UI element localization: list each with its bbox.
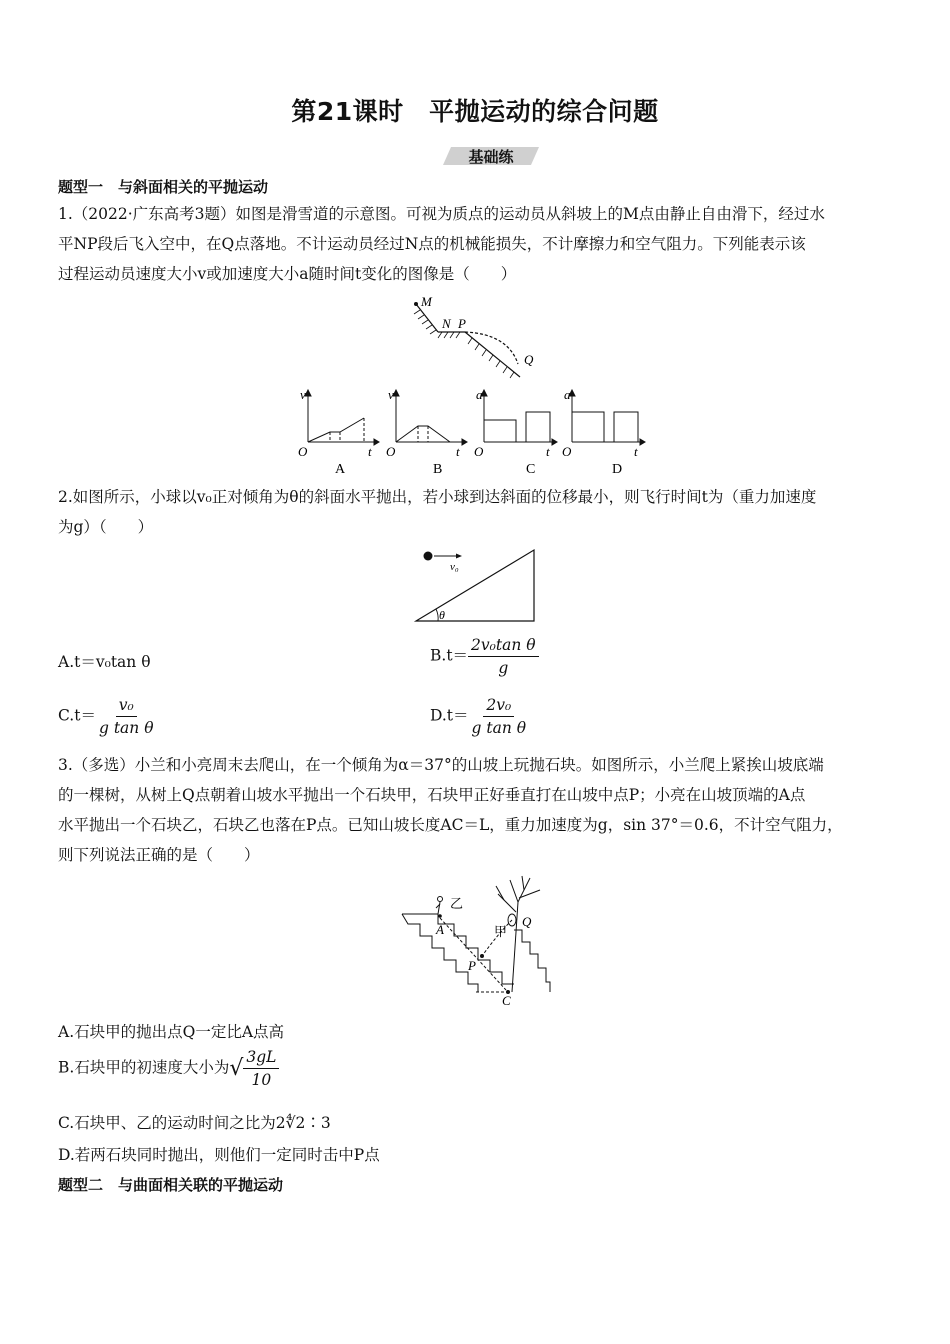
q2-option-b-prefix: B.t＝ [430,646,469,665]
q2-option-c-den: g tan θ [98,719,154,737]
q3-option-c: C.石块甲、乙的运动时间之比为2∜2∶3 [58,1114,331,1132]
label-m: M [421,294,432,309]
q3-line-4: 则下列说法正确的是（ ） [58,846,260,864]
graph-a-label: A [335,462,346,477]
graph-c-axis: a [476,387,483,402]
section-heading-2: 题型二 与曲面相关联的平抛运动 [58,1176,284,1194]
graph-d-t: t [634,444,638,459]
label-v0: v₀ [450,561,459,573]
page-title: 第21课时 平抛运动的综合问题 [291,97,659,126]
sqrt-icon: √ [229,1056,244,1081]
question-2 [58,482,893,542]
q2-option-c-num: v₀ [116,696,137,717]
graph-c-t: t [546,444,550,459]
q2-option-c-prefix: C.t＝ [58,706,96,725]
point-m [414,302,418,306]
q1-line-3: 过程运动员速度大小v或加速度大小a随时间t变化的图像是（ ） [58,265,517,283]
q3-line-3: 水平抛出一个石块乙，石块乙也落在P点。已知山坡长度AC＝L，重力加速度为g，sin 37°＝0.6，不计空气阻力， [58,816,843,834]
graph-b-origin: O [386,444,396,459]
label-n: N [442,316,451,331]
label-a: A [436,922,444,937]
section-heading-1: 题型一 与斜面相关的平抛运动 [58,178,269,196]
label-theta: θ [439,608,445,622]
q2-line-2: 为g）（ ） [58,518,154,536]
ski-slope-figure [400,292,560,382]
graph-a-origin: O [298,444,308,459]
q3-option-b-num: 3gL [243,1048,279,1069]
badge-label: 基础练 [468,148,514,166]
q3-option-a: A.石块甲的抛出点Q一定比A点高 [58,1023,285,1041]
q2-option-d [430,696,529,737]
q2-option-d-prefix: D.t＝ [430,706,469,725]
q2-option-b-num: 2v₀tan θ [468,636,539,657]
q1-graphs [290,386,660,478]
label-yi: 乙 [450,896,464,911]
graph-d-axis: a [564,387,571,402]
section-badge [443,146,539,166]
graph-a-t: t [368,444,372,459]
graph-c-label: C [526,462,536,477]
graph-b-label: B [433,462,443,477]
q3-option-b-den: 10 [251,1071,272,1089]
label-p: P [468,958,476,973]
q2-option-b-den: g [498,659,509,677]
graph-b-axis: v [388,387,394,402]
graph-c-origin: O [474,444,484,459]
label-jia: 甲 [494,924,508,939]
graph-a [305,390,379,445]
label-q: Q [524,352,534,367]
hill-figure [398,872,558,1008]
point-a [438,914,442,918]
q2-option-a: A.t＝v₀tan θ [58,653,151,671]
graph-d-label: D [612,462,623,477]
q3-line-2: 的一棵树，从树上Q点朝着山坡水平抛出一个石块甲，石块甲正好垂直打在山坡中点P；小亮在山坡顶端的A点 [58,786,806,804]
q1-line-2: 平NP段后飞入空中，在Q点落地。不计运动员经过N点的机械能损失，不计摩擦力和空气阻力。下列能表示该 [58,235,806,253]
q2-option-c [58,696,157,737]
ball [424,552,433,561]
label-c: C [502,993,511,1008]
label-p: P [458,316,466,331]
q2-option-d-den: g tan θ [471,719,527,737]
q3-line-1: 3.（多选）小兰和小亮周末去爬山，在一个倾角为α＝37°的山坡上玩抛石块。如图所示，小兰爬上紧挨山坡底端 [58,756,824,774]
point-p [480,954,484,958]
q2-option-d-num: 2v₀ [483,696,514,717]
q2-option-b [430,636,539,677]
q2-line-1: 2.如图所示，小球以v₀正对倾角为θ的斜面水平抛出，若小球到达斜面的位移最小，则飞行时间t为（重力加速度 [58,488,817,506]
q3-option-b [58,1048,279,1089]
q3-option-b-prefix: B.石块甲的初速度大小为 [58,1058,230,1077]
graph-d [569,390,645,445]
label-q: Q [522,914,532,929]
graph-a-axis: v [300,387,306,402]
incline-figure [408,544,540,626]
q3-option-d: D.若两石块同时抛出，则他们一定同时击中P点 [58,1146,380,1164]
q1-line-1: 1.（2022·广东高考3题）如图是滑雪道的示意图。可视为质点的运动员从斜坡上的M点由静止自由滑下，经过水 [58,205,825,223]
question-3 [58,750,893,870]
graph-c [481,390,557,445]
question-1 [58,199,893,289]
graph-b [393,390,467,445]
graph-d-origin: O [562,444,572,459]
graph-b-t: t [456,444,460,459]
